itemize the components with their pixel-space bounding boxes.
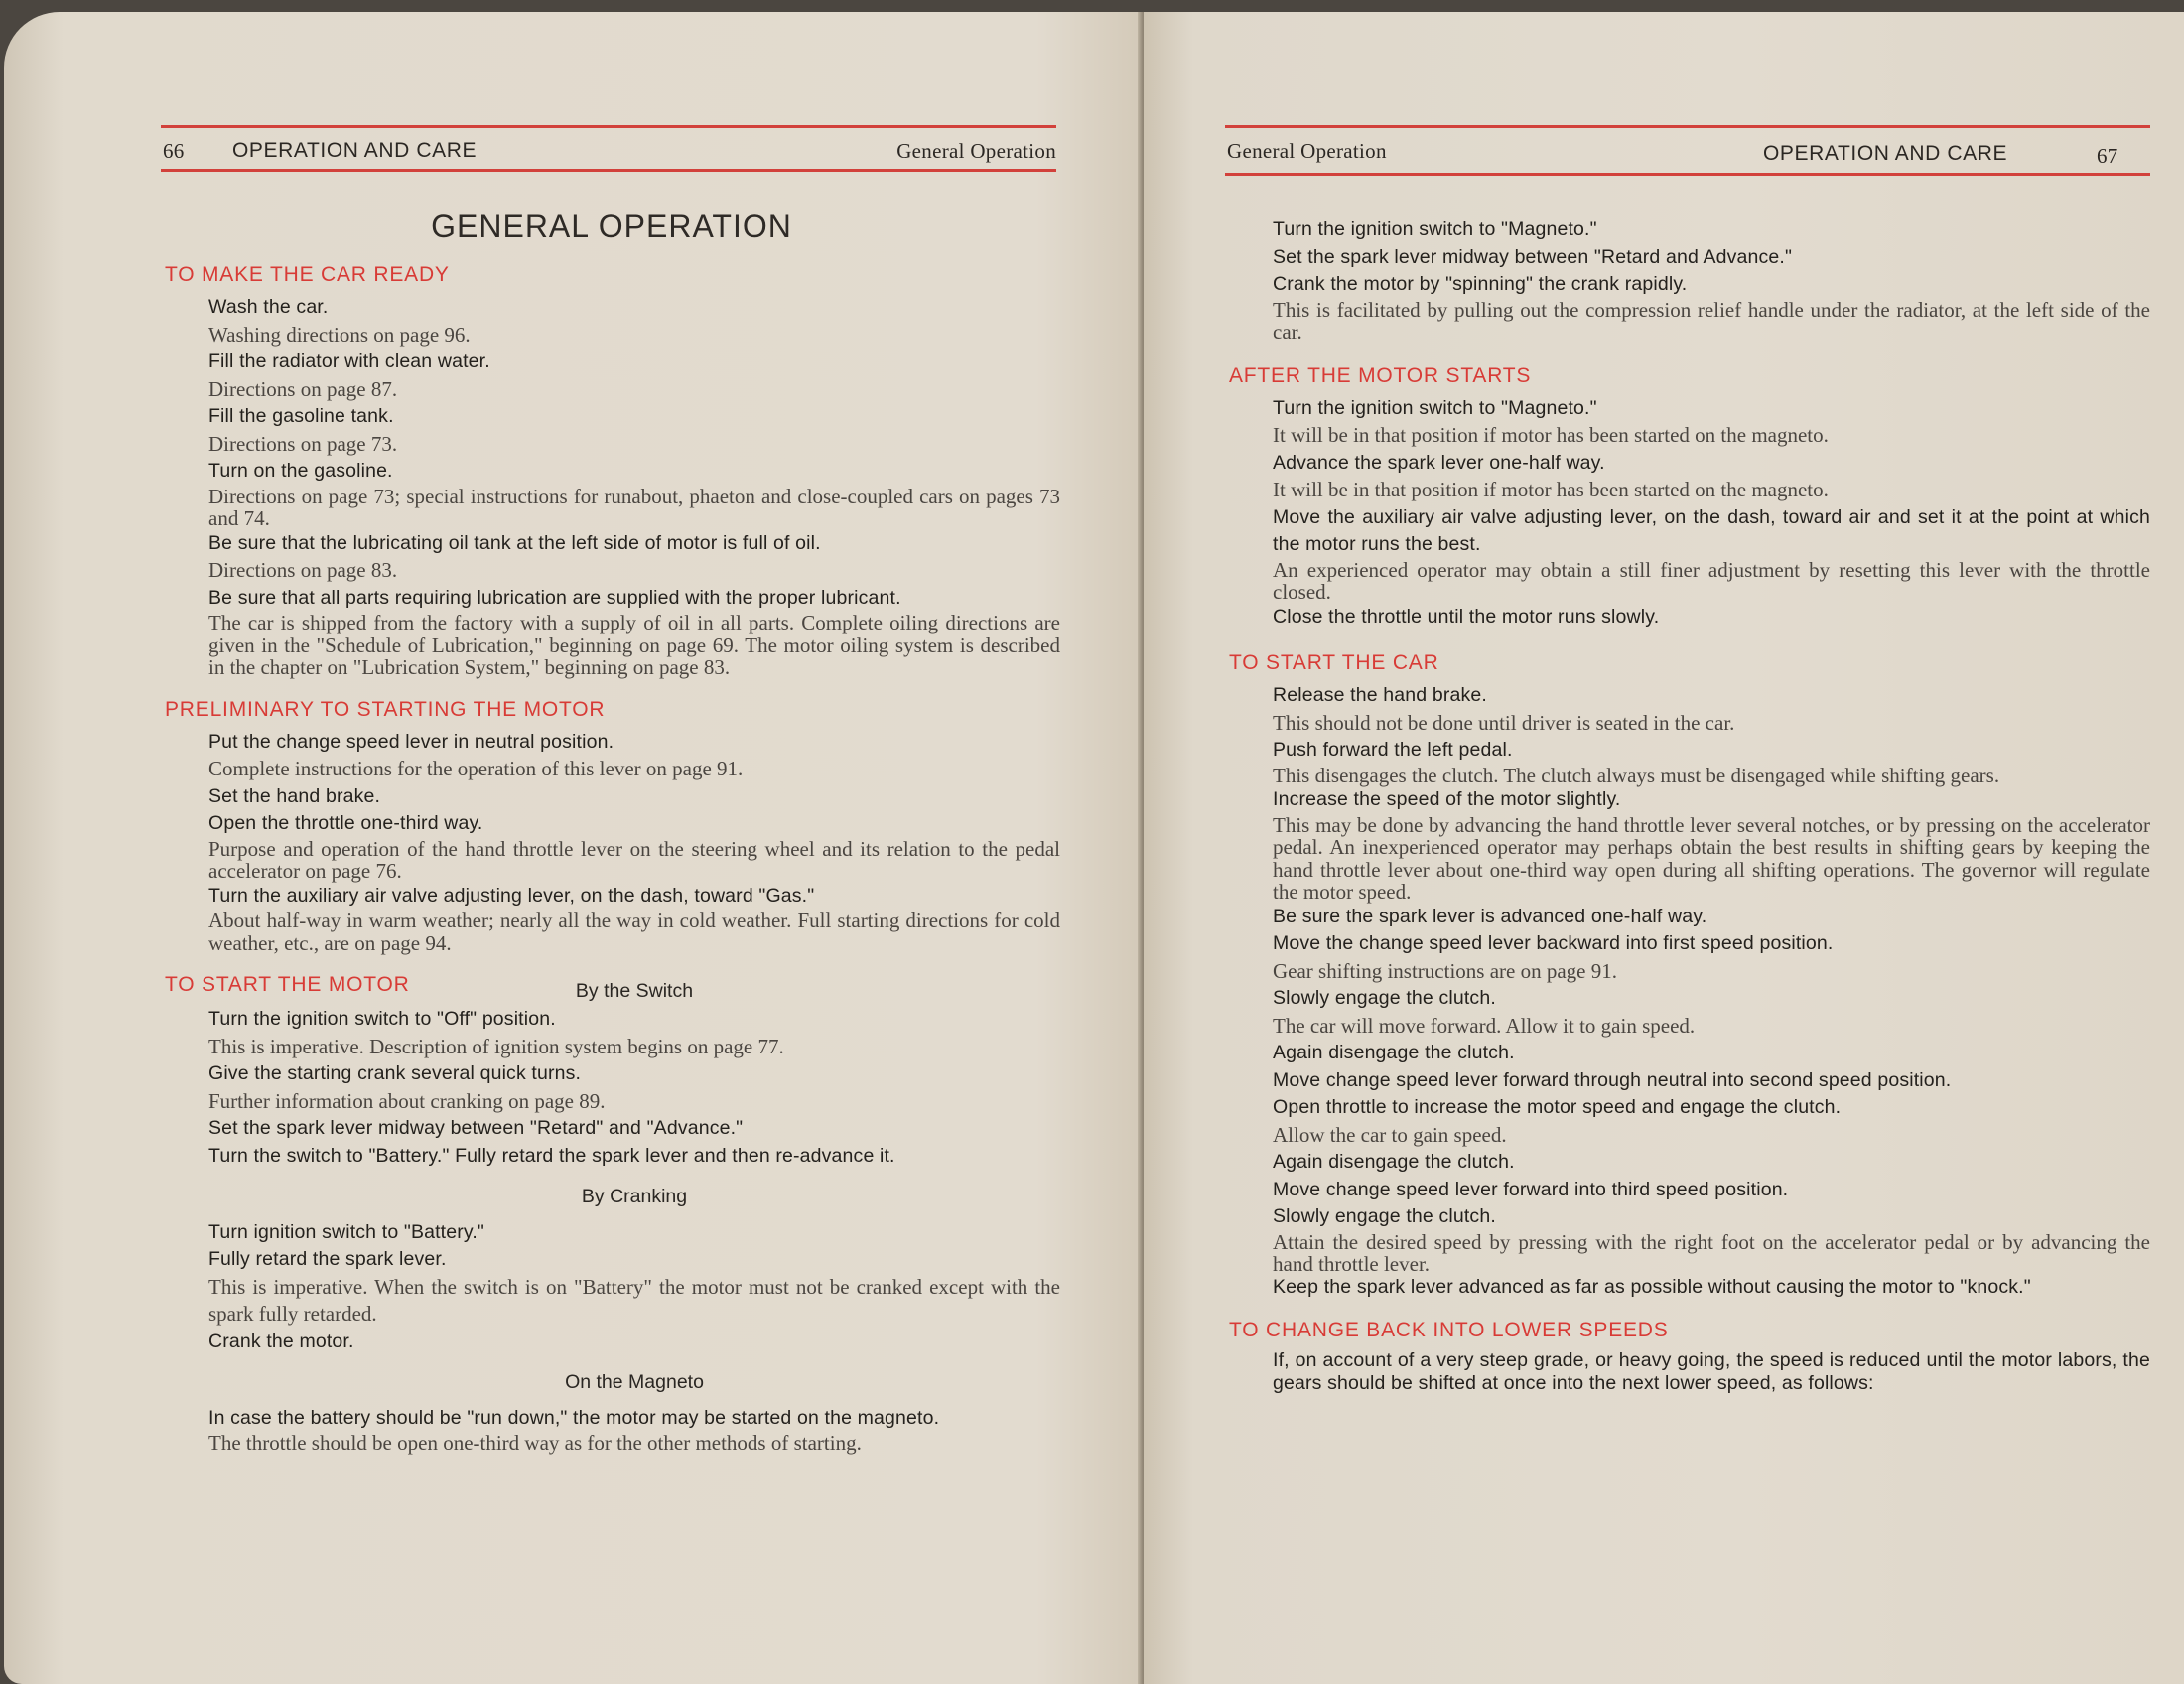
right-content xyxy=(1229,216,2150,1394)
instruction: Move change speed lever forward through neutral into second speed position. xyxy=(1273,1068,1952,1091)
instruction: Increase the speed of the motor slightly. xyxy=(1273,788,1621,810)
instruction: Advance the spark lever one-half way. xyxy=(1273,451,1605,474)
right-top-rule xyxy=(1225,125,2150,128)
instruction: Slowly engage the clutch. xyxy=(1273,1205,1496,1227)
instruction: Turn the ignition switch to "Magneto." xyxy=(1273,218,1597,240)
instruction: Be sure that the lubricating oil tank at the left side of motor is full of oil. xyxy=(208,531,821,554)
note: Directions on page 83. xyxy=(208,558,398,582)
note: Complete instructions for the operation of this lever on page 91. xyxy=(208,757,744,780)
note: This is facilitated by pulling out the compression relief handle under the radiator, at the left side of the car. xyxy=(1273,297,2150,344)
section-heading: TO CHANGE BACK INTO LOWER SPEEDS xyxy=(1229,1319,1669,1341)
instruction: In case the battery should be "run down," the motor may be started on the magneto. xyxy=(208,1406,940,1429)
subheading: By the Switch xyxy=(575,980,694,1002)
note: This disengages the clutch. The clutch always must be disengaged while shifting gears. xyxy=(1273,763,2000,787)
instruction: Slowly engage the clutch. xyxy=(1273,987,1496,1009)
subheading: By Cranking xyxy=(581,1186,688,1207)
instruction: Open throttle to increase the motor speed and engage the clutch. xyxy=(1273,1096,1842,1118)
section-heading-row xyxy=(165,970,1060,1004)
section-heading: TO START THE MOTOR xyxy=(165,973,410,996)
instruction: Release the hand brake. xyxy=(1273,684,1487,706)
left-top-rule xyxy=(161,125,1056,128)
instruction: Turn the auxiliary air valve adjusting lever, on the dash, toward "Gas." xyxy=(208,884,815,907)
instruction: Again disengage the clutch. xyxy=(1273,1151,1515,1173)
instruction: Wash the car. xyxy=(208,296,329,318)
note: This may be done by advancing the hand throttle lever several notches, or by pressing on the accelerator pedal. An inexperienced operator may perhaps obtain the best results in shifting gears by keeping the hand throttle lever about one-third way open during all shifting operations. The governor will regulate the motor speed. xyxy=(1273,812,2150,904)
note: Allow the car to gain speed. xyxy=(1273,1122,1507,1147)
note: About half-way in warm weather; nearly all the way in cold weather. Full starting directions for cold weather, etc., are on page 94. xyxy=(208,909,1060,955)
subheading: On the Magneto xyxy=(565,1371,704,1393)
instruction: Turn ignition switch to "Battery." xyxy=(208,1220,484,1243)
instruction: Close the throttle until the motor runs slowly. xyxy=(1273,605,1660,628)
instruction: Fill the gasoline tank. xyxy=(208,405,394,427)
section-heading: PRELIMINARY TO STARTING THE MOTOR xyxy=(165,697,606,721)
note: An experienced operator may obtain a still finer adjustment by resetting this lever with the throttle closed. xyxy=(1273,557,2150,604)
instruction: Be sure the spark lever is advanced one-half way. xyxy=(1273,905,1707,927)
note: This is imperative. Description of ignition system begins on page 77. xyxy=(208,1034,784,1058)
note: Directions on page 73. xyxy=(208,431,398,456)
note: The throttle should be open one-third way as for the other methods of starting. xyxy=(208,1431,862,1455)
instruction: Set the spark lever midway between "Retard" and "Advance." xyxy=(208,1117,744,1139)
left-bottom-rule xyxy=(161,169,1056,172)
note: Further information about cranking on page 89. xyxy=(208,1088,606,1113)
right-bottom-rule xyxy=(1225,173,2150,176)
left-page-number: 66 xyxy=(163,139,185,163)
instruction: Set the hand brake. xyxy=(208,784,381,807)
note: This should not be done until driver is seated in the car. xyxy=(1273,710,1735,735)
note: It will be in that position if motor has been started on the magneto. xyxy=(1273,423,1829,447)
instruction: Open the throttle one-third way. xyxy=(208,812,483,834)
instruction: Keep the spark lever advanced as far as possible without causing the motor to "knock." xyxy=(1273,1275,2031,1298)
note: Washing directions on page 96. xyxy=(208,322,471,347)
left-content xyxy=(165,207,1060,1455)
right-running-head: OPERATION AND CARE xyxy=(1763,142,2008,165)
instruction: Set the spark lever midway between "Retard and Advance." xyxy=(1273,245,1793,268)
instruction: Crank the motor by "spinning" the crank rapidly. xyxy=(1273,273,1688,295)
instruction: Push forward the left pedal. xyxy=(1273,739,1513,761)
left-running-head: OPERATION AND CARE xyxy=(232,139,478,162)
note: It will be in that position if motor has been started on the magneto. xyxy=(1273,478,1829,501)
left-page xyxy=(4,12,1144,1684)
instruction: Put the change speed lever in neutral position. xyxy=(208,730,614,753)
note: Directions on page 87. xyxy=(208,376,398,401)
instruction: Give the starting crank several quick turns. xyxy=(208,1062,582,1084)
note: Gear shifting instructions are on page 91. xyxy=(1273,958,1617,983)
paragraph: If, on account of a very steep grade, or heavy going, the speed is reduced until the motor labors, the gears should be shifted at once into the next lower speed, as follows: xyxy=(1273,1349,2150,1394)
instruction: Turn on the gasoline. xyxy=(208,460,393,482)
instruction: Move the change speed lever backward into first speed position. xyxy=(1273,932,1834,954)
instruction: Move change speed lever forward into third speed position. xyxy=(1273,1178,1789,1200)
section-heading: AFTER THE MOTOR STARTS xyxy=(1229,363,1532,387)
instruction: Turn the ignition switch to "Off" position. xyxy=(208,1008,556,1030)
instruction: Turn the switch to "Battery." Fully retard the spark lever and then re-advance it. xyxy=(208,1144,895,1167)
instruction: Move the auxiliary air valve adjusting lever, on the dash, toward air and set it at the point at which the motor runs the best. xyxy=(1273,505,2150,555)
page-title: GENERAL OPERATION xyxy=(431,209,792,244)
section-heading: TO START THE CAR xyxy=(1229,651,1439,674)
note: Purpose and operation of the hand throttle lever on the steering wheel and its relation to the pedal accelerator on page 76. xyxy=(208,836,1060,883)
instruction: Again disengage the clutch. xyxy=(1273,1042,1515,1063)
instruction: Be sure that all parts requiring lubrication are supplied with the proper lubricant. xyxy=(208,586,901,609)
instruction: Fully retard the spark lever. xyxy=(208,1248,447,1270)
note: The car is shipped from the factory with a supply of oil in all parts. Complete oiling directions are given in the "Schedule of Lubrication," beginning on page 69. The motor oiling system is described in the chapter on "Lubrication System," beginning on page 83. xyxy=(208,611,1060,679)
instruction: Turn the ignition switch to "Magneto." xyxy=(1273,396,1597,419)
note: This is imperative. When the switch is on "Battery" the motor must not be cranked except with the spark fully retarded. xyxy=(208,1274,1060,1326)
note: Attain the desired speed by pressing with the right foot on the accelerator pedal or by advancing the hand throttle lever. xyxy=(1273,1229,2150,1276)
left-section-head: General Operation xyxy=(896,139,1056,163)
note: Directions on page 73; special instructions for runabout, phaeton and close-coupled cars on pages 73 and 74. xyxy=(208,484,1060,530)
right-page-number: 67 xyxy=(2097,144,2118,168)
note: The car will move forward. Allow it to gain speed. xyxy=(1273,1013,1696,1038)
section-heading: TO MAKE THE CAR READY xyxy=(165,263,450,286)
right-section-head: General Operation xyxy=(1227,139,1387,163)
instruction: Fill the radiator with clean water. xyxy=(208,351,490,372)
instruction: Crank the motor. xyxy=(208,1330,354,1352)
right-page xyxy=(1144,12,2184,1684)
